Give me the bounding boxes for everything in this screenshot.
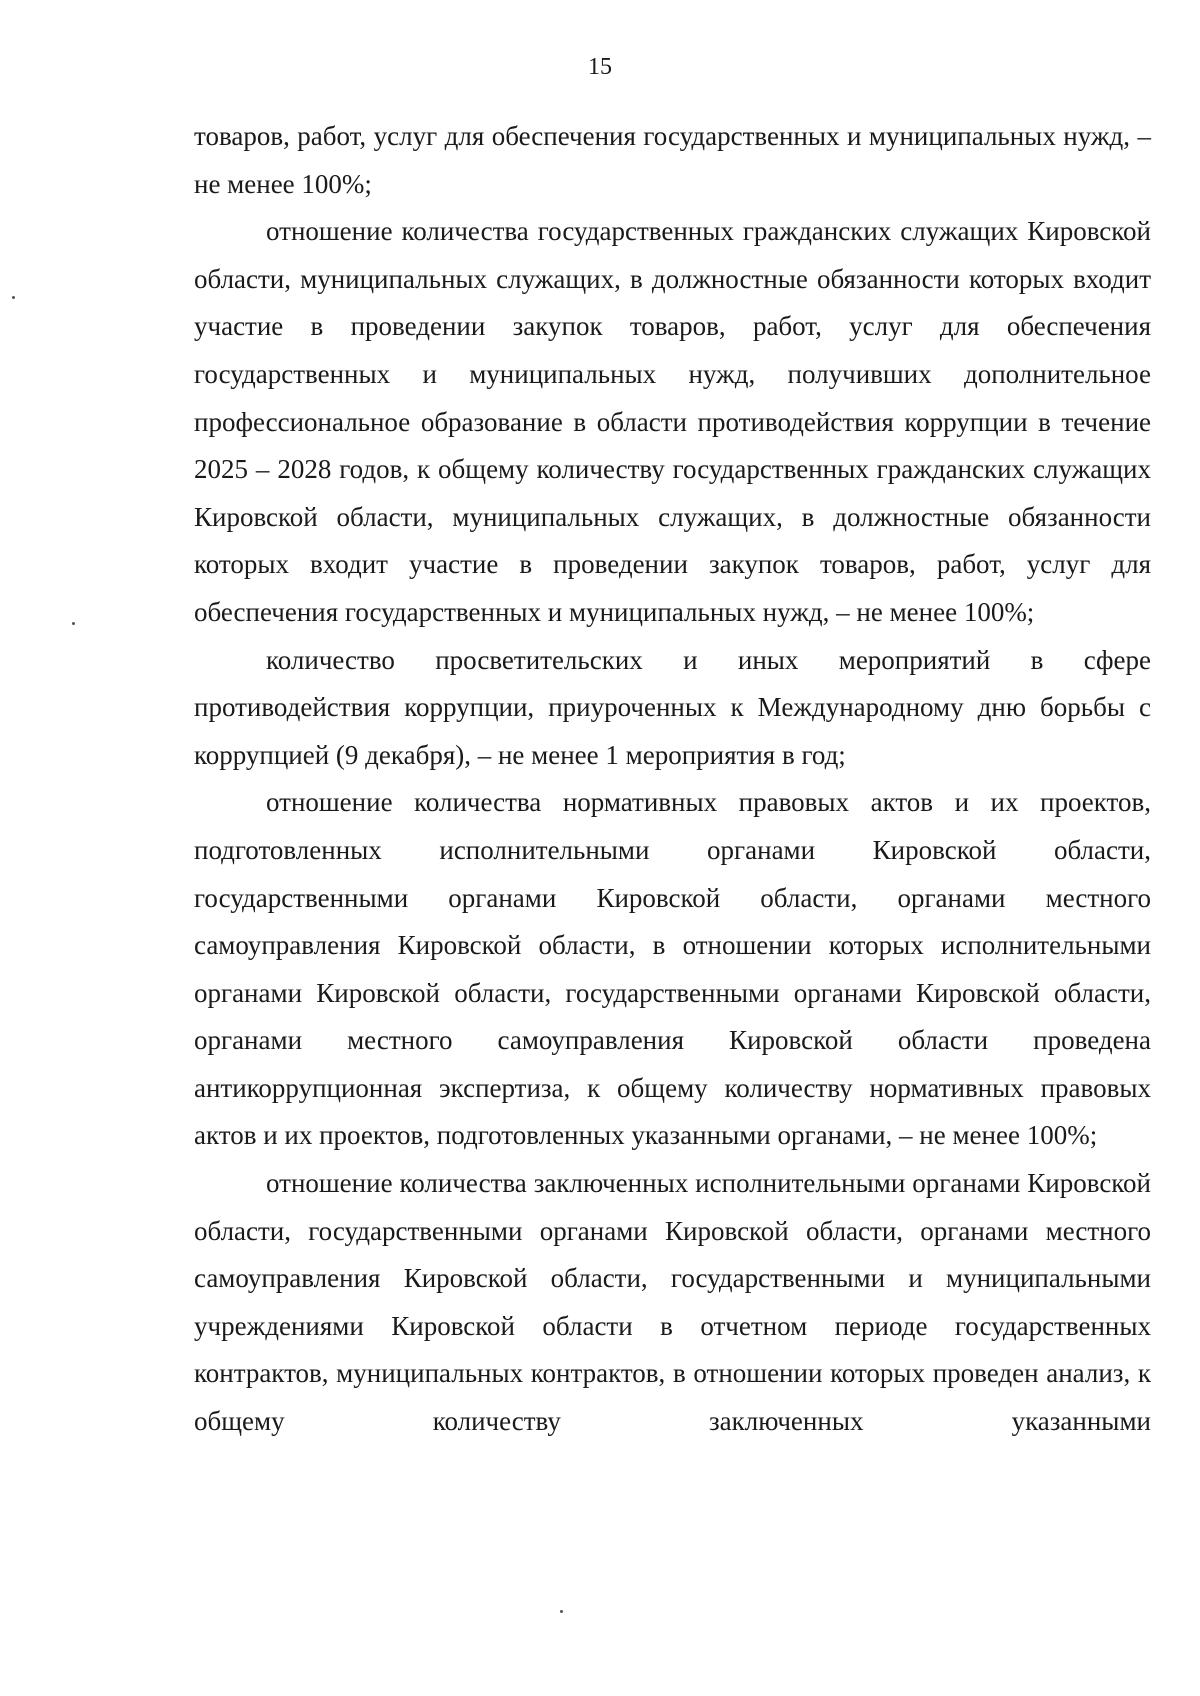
scan-speck <box>12 296 15 299</box>
paragraph-4: отношение количества нормативных правовых актов и их проектов, подготовленных исполнительными органами Кировской области, государственными органами Кировской области, органами местного самоуправления Кировской области, в отношении которых исполнительными органами Кировской области, государственными органами Кировской области, органами местного самоуправления Кировской области проведена антикоррупционная экспертиза, к общему количеству нормативных правовых актов и их проектов, подготовленных указанными органами, – не менее 100%; <box>194 787 1151 1151</box>
page-number: 15 <box>588 54 612 80</box>
paragraph-3: количество просветительских и иных мероприятий в сфере противодействия коррупции, приуроченных к Международному дню борьбы с коррупцией (9 декабря), – не менее 1 мероприятия в год; <box>194 644 1151 770</box>
document-body <box>194 113 1151 1446</box>
paragraph-2: отношение количества государственных гражданских служащих Кировской области, муниципальных служащих, в должностные обязанности которых входит участие в проведении закупок товаров, работ, услуг для обеспечения государственных и муниципальных нужд, получивших дополнительное профессиональное образование в области противодействия коррупции в течение 2025 – 2028 годов, к общему количеству государственных гражданских служащих Кировской области, муниципальных служащих, в должностные обязанности которых входит участие в проведении закупок товаров, работ, услуг для обеспечения государственных и муниципальных нужд, – не менее 100%; <box>194 216 1151 627</box>
scan-speck <box>560 1610 563 1613</box>
paragraph-5: отношение количества заключенных исполнительными органами Кировской области, государственными органами Кировской области, органами местного самоуправления Кировской области, государственными и муниципальными учреждениями Кировской области в отчетном периоде государственных контрактов, муниципальных контрактов, в отношении которых проведен анализ, к общему количеству заключенных указанными <box>194 1168 1151 1437</box>
scan-speck <box>72 622 75 625</box>
paragraph-1: товаров, работ, услуг для обеспечения государственных и муниципальных нужд, – не менее 100%; <box>194 121 1151 199</box>
